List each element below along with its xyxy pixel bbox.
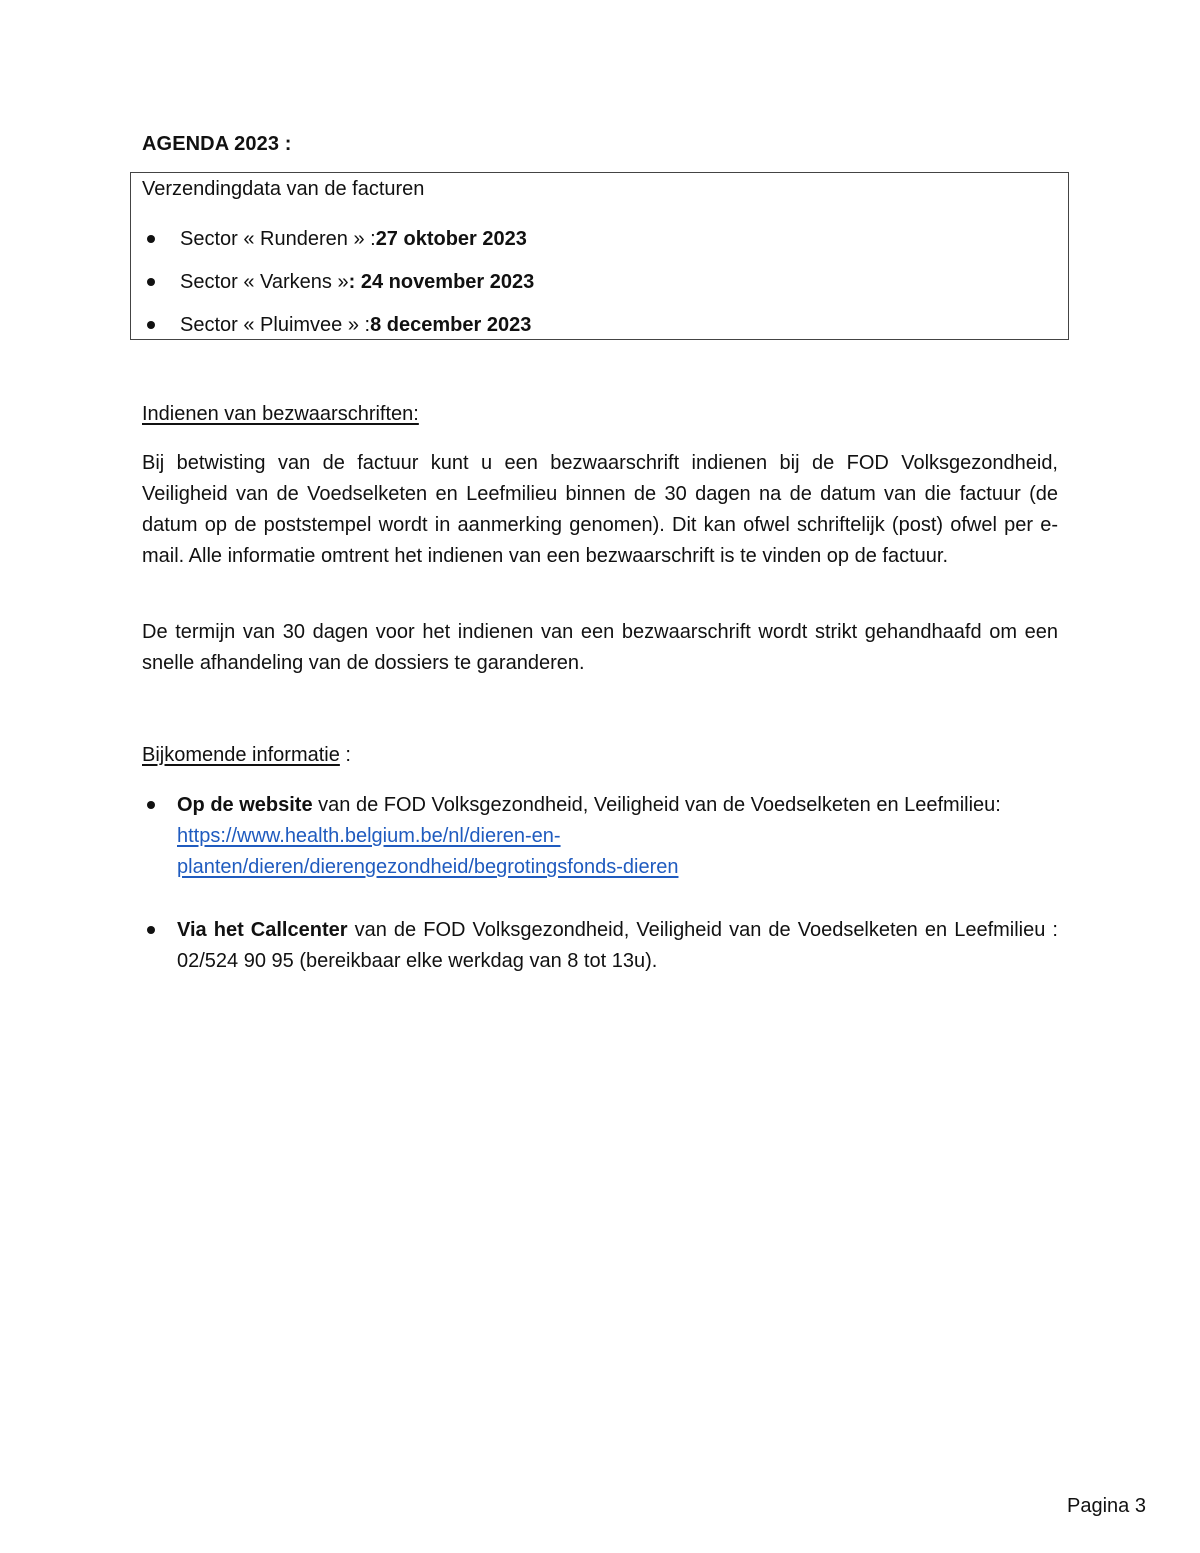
agenda-item-label: Sector « Pluimvee » :: [180, 313, 371, 336]
bullet-icon: [147, 235, 155, 243]
objections-heading: Indienen van bezwaarschriften:: [142, 403, 419, 425]
agenda-item-label: Sector « Runderen » :: [180, 227, 376, 250]
agenda-item-runderen: [142, 226, 527, 252]
website-text: [177, 790, 1058, 883]
agenda-item-label: Sector « Varkens »: [180, 270, 349, 293]
objections-paragraph-1: Bij betwisting van de factuur kunt u een bezwaarschrift indienen bij de FOD Volksgezondheid, Veiligheid van de Voedselketen en Leefmilieu binnen de 30 dagen na de datum van die factuur (de datum op de poststempel wordt in aanmerking genomen). Dit kan ofwel schriftelijk (post) ofwel per e-mail. Alle informatie omtrent het indienen van een bezwaarschrift is te vinden op de factuur.: [142, 452, 1058, 567]
objections-paragraph-2: De termijn van 30 dagen voor het indienen van een bezwaarschrift wordt strikt gehandhaafd om een snelle afhandeling van de dossiers te garanderen.: [142, 621, 1058, 674]
callcenter-text: [177, 915, 1058, 977]
agenda-item-date: : 24 november 2023: [348, 270, 535, 293]
bullet-icon: [147, 278, 155, 286]
agenda-box-title: Verzendingdata van de facturen: [142, 178, 425, 200]
agenda-item-pluimvee: [142, 312, 531, 338]
callcenter-description: van de FOD Volksgezondheid, Veiligheid van de Voedselketen en Leefmilieu : 02/524 90 95 (bereikbaar elke werkdag van 8 tot 13u).: [177, 919, 1058, 972]
bullet-icon: [147, 801, 155, 809]
callcenter-bold-label: Via het Callcenter: [177, 919, 348, 941]
bullet-icon: [147, 926, 155, 934]
website-link[interactable]: [177, 821, 1058, 883]
website-link-line-1[interactable]: https://www.health.belgium.be/nl/dieren-en-: [177, 825, 561, 847]
additional-heading-line: [142, 744, 351, 767]
agenda-item-varkens: [142, 269, 534, 295]
agenda-heading: AGENDA 2023 :: [142, 133, 292, 155]
additional-heading: Bijkomende informatie: [142, 744, 340, 766]
page-number: Pagina 3: [1067, 1495, 1146, 1517]
agenda-item-date: 8 december 2023: [370, 313, 532, 336]
agenda-box: [130, 172, 1069, 340]
bullet-icon: [147, 321, 155, 329]
website-description: van de FOD Volksgezondheid, Veiligheid van de Voedselketen en Leefmilieu:: [312, 794, 1001, 816]
website-bold-label: Op de website: [177, 794, 313, 816]
agenda-item-date: 27 oktober 2023: [375, 227, 527, 250]
website-link-line-2[interactable]: planten/dieren/dierengezondheid/begrotingsfonds-dieren: [177, 856, 679, 878]
additional-heading-suffix: :: [339, 744, 351, 766]
